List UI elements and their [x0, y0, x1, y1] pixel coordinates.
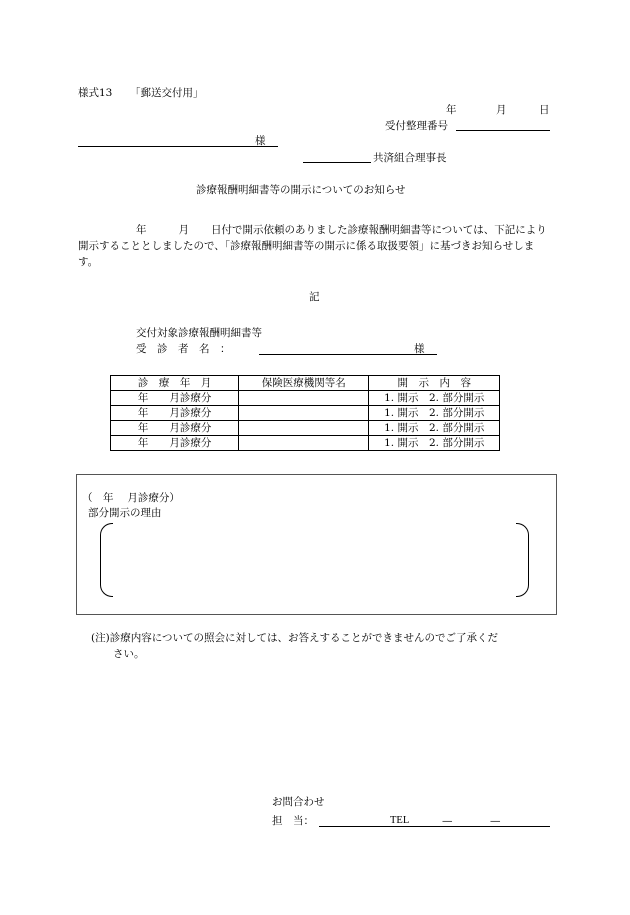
table-header-row	[111, 376, 500, 391]
disclosure-table	[110, 375, 500, 451]
date-day: 日	[539, 104, 550, 116]
row-month: 年 月診療分	[111, 406, 239, 421]
addressee-line[interactable]	[78, 146, 278, 147]
header-institution: 保険医療機関等名	[239, 376, 369, 391]
date-year: 年	[446, 104, 457, 116]
date-month: 月	[496, 104, 507, 116]
patient-name-line[interactable]	[259, 354, 437, 355]
right-bracket	[516, 523, 529, 597]
table-row	[111, 391, 500, 406]
table-row	[111, 421, 500, 436]
row-disclosure[interactable]: 1. 開示 2. 部分開示	[369, 421, 500, 436]
body-month: 月	[178, 224, 189, 236]
contact-heading: お問合わせ	[272, 796, 325, 808]
tel-dash-2: —	[490, 815, 501, 827]
row-disclosure[interactable]: 1. 開示 2. 部分開示	[369, 406, 500, 421]
reception-number-line[interactable]	[456, 130, 550, 131]
body-year: 年	[136, 224, 147, 236]
tel-label: TEL	[390, 815, 410, 826]
header-disclosure: 開 示 内 容	[369, 376, 500, 391]
row-institution[interactable]	[239, 391, 369, 406]
row-month: 年 月診療分	[111, 436, 239, 451]
header-month: 診 療 年 月	[111, 376, 239, 391]
sender-name: 共済組合理事長	[373, 152, 447, 164]
page-title: 診療報酬明細書等の開示についてのお知らせ	[196, 184, 406, 196]
form-label: 様式13	[78, 87, 113, 99]
patient-honorific: 様	[414, 343, 425, 355]
sender-line[interactable]	[303, 162, 371, 163]
patient-label: 受 診 者 名 ：	[136, 343, 231, 355]
note-line-2: さい。	[113, 648, 145, 660]
row-institution[interactable]	[239, 406, 369, 421]
target-heading: 交付対象診療報酬明細書等	[136, 327, 262, 339]
row-institution[interactable]	[239, 421, 369, 436]
row-institution[interactable]	[239, 436, 369, 451]
body-paragraph	[78, 222, 550, 270]
body-text: 日付で開示依頼のありました診療報酬明細書等については、下記により開示することとしましたので、「診療報酬明細書等の開示に係る取扱要領」に基づきお知らせします。	[78, 224, 547, 268]
reception-number-label: 受付整理番号	[385, 120, 448, 132]
contact-person-label: 担 当：	[272, 815, 314, 827]
row-disclosure[interactable]: 1. 開示 2. 部分開示	[369, 391, 500, 406]
contact-line[interactable]	[319, 826, 550, 827]
table-row	[111, 436, 500, 451]
row-month: 年 月診療分	[111, 391, 239, 406]
reason-period: （ 年 月診療分）	[82, 492, 180, 504]
tel-dash-1: —	[442, 815, 453, 827]
row-month: 年 月診療分	[111, 421, 239, 436]
row-disclosure[interactable]: 1. 開示 2. 部分開示	[369, 436, 500, 451]
form-type: 「郵送交付用」	[130, 87, 204, 99]
reason-label: 部分開示の理由	[88, 507, 162, 519]
left-bracket	[100, 523, 113, 597]
note-line-1: (注)診療内容についての照会に対しては、お答えすることができませんのでご了承くだ	[91, 632, 498, 644]
ki-heading: 記	[309, 291, 320, 303]
addressee-honorific: 様	[255, 135, 266, 147]
table-row	[111, 406, 500, 421]
